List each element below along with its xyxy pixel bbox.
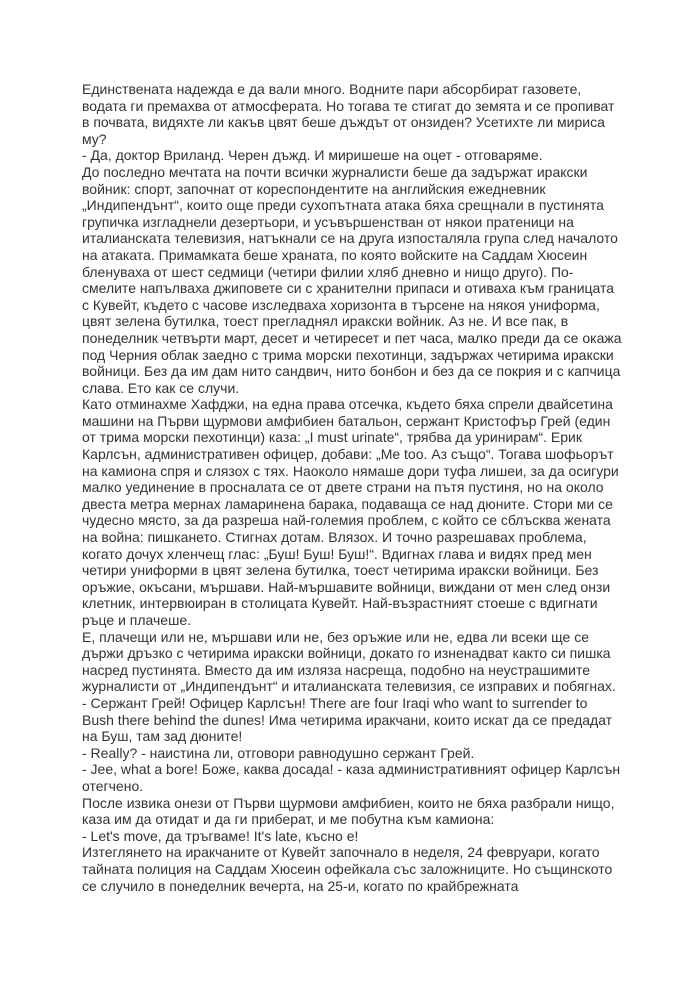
paragraph-6: - Сержант Грей! Офицер Карлсън! There are four Iraqi who want to surrender to Bush there behind the dunes! Има четирима иракчани, които искат да се предадат на Буш, там зад дюните!: [82, 694, 613, 745]
paragraph-3: До последно мечтата на почти всички журналисти беше да задържат иракски войник: спорт, започнат от кореспондентите на английския ежедневник „Индипендънт“, които още преди сухопътната атака бяха срещнали в пустинята групичка изгладнели дезертьори, и усъвършенстван от някои пратеници на италианската телевизия, натъкнали се на друга изпосталяла група след началото на атаката. Примамката беше храната, по която войските на Саддам Хюсеин бленуваха от шест седмици (четири филии хляб дневно и нищо друго). По-смелите напълваха джиповете си с хранителни припаси и отиваха към границата с Кувейт, където с часове изследваха хоризонта в търсене на някоя униформа, цвят зелена бутилка, тоест прегладнял иракски войник. Аз не. И все пак, в понеделник четвърти март, десет и четиресет и пет часа, малко преди да се окажа под Черния облак заедно с трима морски пехотинци, задържах четирима иракски войници. Без да им дам нито сандвич, нито бонбон и без да се покрия и с капчица слава. Ето как се случи.: [82, 163, 622, 396]
paragraph-4: Като отминахме Хафджи, на една права отсечка, където бяха спрели двайсетина машини на Първи щурмови амфибиен батальон, сержант Кристофър Грей (един от трима морски пехотинци) каза: „I must urinate“, трябва да уринирам“. Ерик Карлсън, административен офицер, добави: „Me too. Аз също“. Тогава шофьорът на камиона спря и слязох с тях. Наоколо нямаше дори туфа лишеи, за да осигури малко уединение в просналата се от двете страни на пътя пустиня, но на около двеста метра мернах ламаринена барака, подаваща се над дюните. Стори ми се чудесно място, за да разреша най-големия проблем, с който се сблъсква жената на война: пишкането. Стигнах дотам. Влязох. И точно разрешавах проблема, когато дочух хленчещ глас: „Буш! Буш! Буш!“. Вдигнах глава и видях пред мен четири униформи в цвят зелена бутилка, тоест четирима иракски войници. Без оръжие, окъсани, мършави. Най-мършавите войници, виждани от мен след онзи клетник, интервюиран в столицата Кувейт. Най-възрастният стоеше с вдигнати ръце и плачеше.: [82, 396, 619, 628]
paragraph-1: Единствената надежда е да вали много. Водните пари абсорбират газовете, водата ги премахва от атмосферата. Но тогава те стигат до земята и се пропиват в почвата, видяхте ли какъв цвят беше дъждът от онзиден? Усетихте ли мириса му?: [82, 81, 615, 147]
paragraph-5: Е, плачещи или не, мършави или не, без оръжие или не, едва ли всеки ще се държи дръзко с четирима иракски войници, докато го изненадват както си пишка насред пустинята. Вместо да им изляза насреща, подобно на неустрашимите журналисти от „Индипендънт“ и италианската телевизия, се изправих и побягнах.: [82, 628, 616, 695]
paragraph-7: - Really? - наистина ли, отговори равнодушно сержант Грей.: [82, 744, 475, 761]
paragraph-9: После извика онези от Първи щурмови амфибиен, които не бяха разбрали нищо, каза им да отидат и да ги приберат, и ме побутна към камиона:: [82, 794, 615, 828]
paragraph-10: - Let's move, да тръгваме! It's late, късно е!: [82, 827, 359, 844]
paragraph-2: - Да, доктор Вриланд. Черен дъжд. И миришеше на оцет - отговаряме.: [82, 147, 543, 164]
body-text: [82, 81, 622, 894]
paragraph-8: - Jee, what a bore! Боже, каква досада! - каза административният офицер Карлсън отегчено.: [82, 761, 621, 794]
paragraph-11: Изтеглянето на иракчаните от Кувейт започнало в неделя, 24 февруари, когато тайната полиция на Саддам Хюсеин офейкала със заложниците. Но същинското се случило в понеделник вечерта, на 25-и, когато по крайбрежната: [82, 844, 613, 894]
